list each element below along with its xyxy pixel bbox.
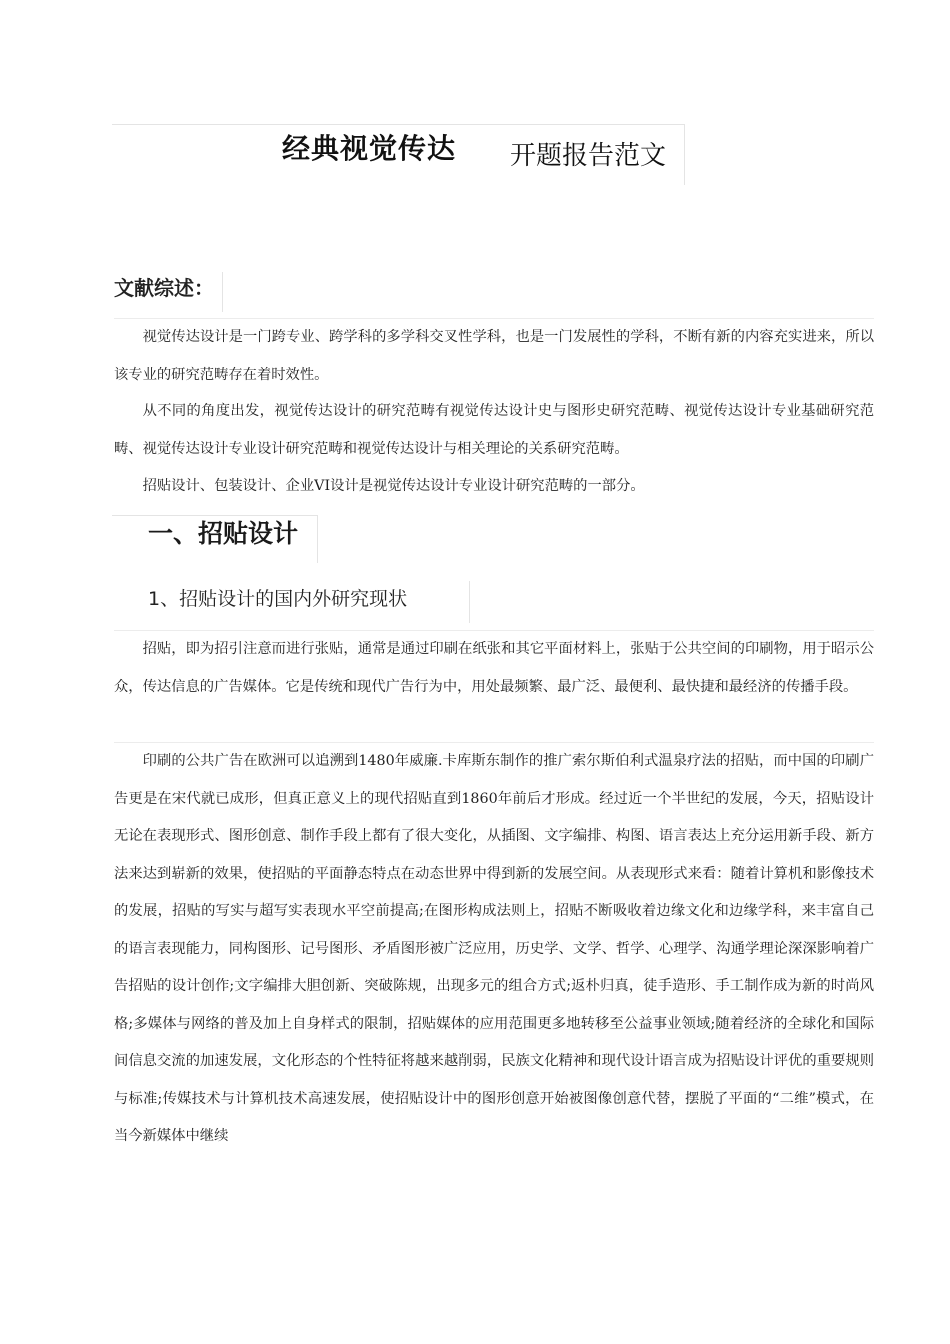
intro-paragraph-3: 招贴设计、包装设计、企业VI设计是视觉传达设计专业设计研究范畴的一部分。 [142,478,645,494]
document-title [112,124,685,185]
title-main: 经典视觉传达 [282,132,457,165]
intro-paragraph-1: 视觉传达设计是一门跨专业、跨学科的多学科交叉性学科，也是一门发展性的学科，不断有新的内容充实进来，所以该专业的研究范畴存在着时效性。 [114,318,874,394]
section-paragraph-2: 印刷的公共广告在欧洲可以追溯到1480年威廉.卡库斯东制作的推广索尔斯伯利式温泉疗法的招贴，而中国的印刷广告更是在宋代就已成形，但真正意义上的现代招贴直到1860年前后才形成。经过近一个半世纪的发展，今天，招贴设计无论在表现形式、图形创意、制作手段上都有了很大变化，从插图、文字编排、构图、语言表达上充分运用新手段、新方法来达到崭新的效果，使招贴的平面静态特点在动态世界中得到新的发展空间。从表现形式来看：随着计算机和影像技术的发展，招贴的写实与超写实表现水平空前提高;在图形构成法则上，招贴不断吸收着边缘文化和边缘学科，来丰富自己的语言表现能力，同构图形、记号图形、矛盾图形被广泛应用，历史学、文学、哲学、心理学、沟通学理论深深影响着广告招贴的设计创作;文字编排大胆创新、突破陈规，出现多元的组合方式;返朴归真，徒手造形、手工制作成为新的时尚风格;多媒体与网络的普及加上自身样式的限制，招贴媒体的应用范围更多地转移至公益事业领域;随着经济的全球化和国际间信息交流的加速发展，文化形态的个性特征将越来越削弱，民族文化精神和现代设计语言成为招贴设计评优的重要规则与标准;传媒技术与计算机技术高速发展，使招贴设计中的图形创意开始被图像创意代替，摆脱了平面的“二维”模式，在当今新媒体中继续 [114,742,874,1156]
section-paragraph-1: 招贴，即为招引注意而进行张贴，通常是通过印刷在纸张和其它平面材料上，张贴于公共空间的印刷物，用于昭示公众，传达信息的广告媒体。它是传统和现代广告行为中，用处最频繁、最广泛、最便利、最快捷和最经济的传播手段。 [114,630,874,706]
section-heading: 一、招贴设计 [112,515,318,563]
title-sub: 开题报告范文 [510,141,667,171]
intro-paragraph-2: 从不同的角度出发，视觉传达设计的研究范畴有视觉传达设计史与图形史研究范畴、视觉传达设计专业基础研究范畴、视觉传达设计专业设计研究范畴和视觉传达设计与相关理论的关系研究范畴。 [114,403,874,457]
literature-review-heading: 文献综述： [114,272,223,312]
subsection-heading: 1、招贴设计的国内外研究现状 [112,581,470,623]
